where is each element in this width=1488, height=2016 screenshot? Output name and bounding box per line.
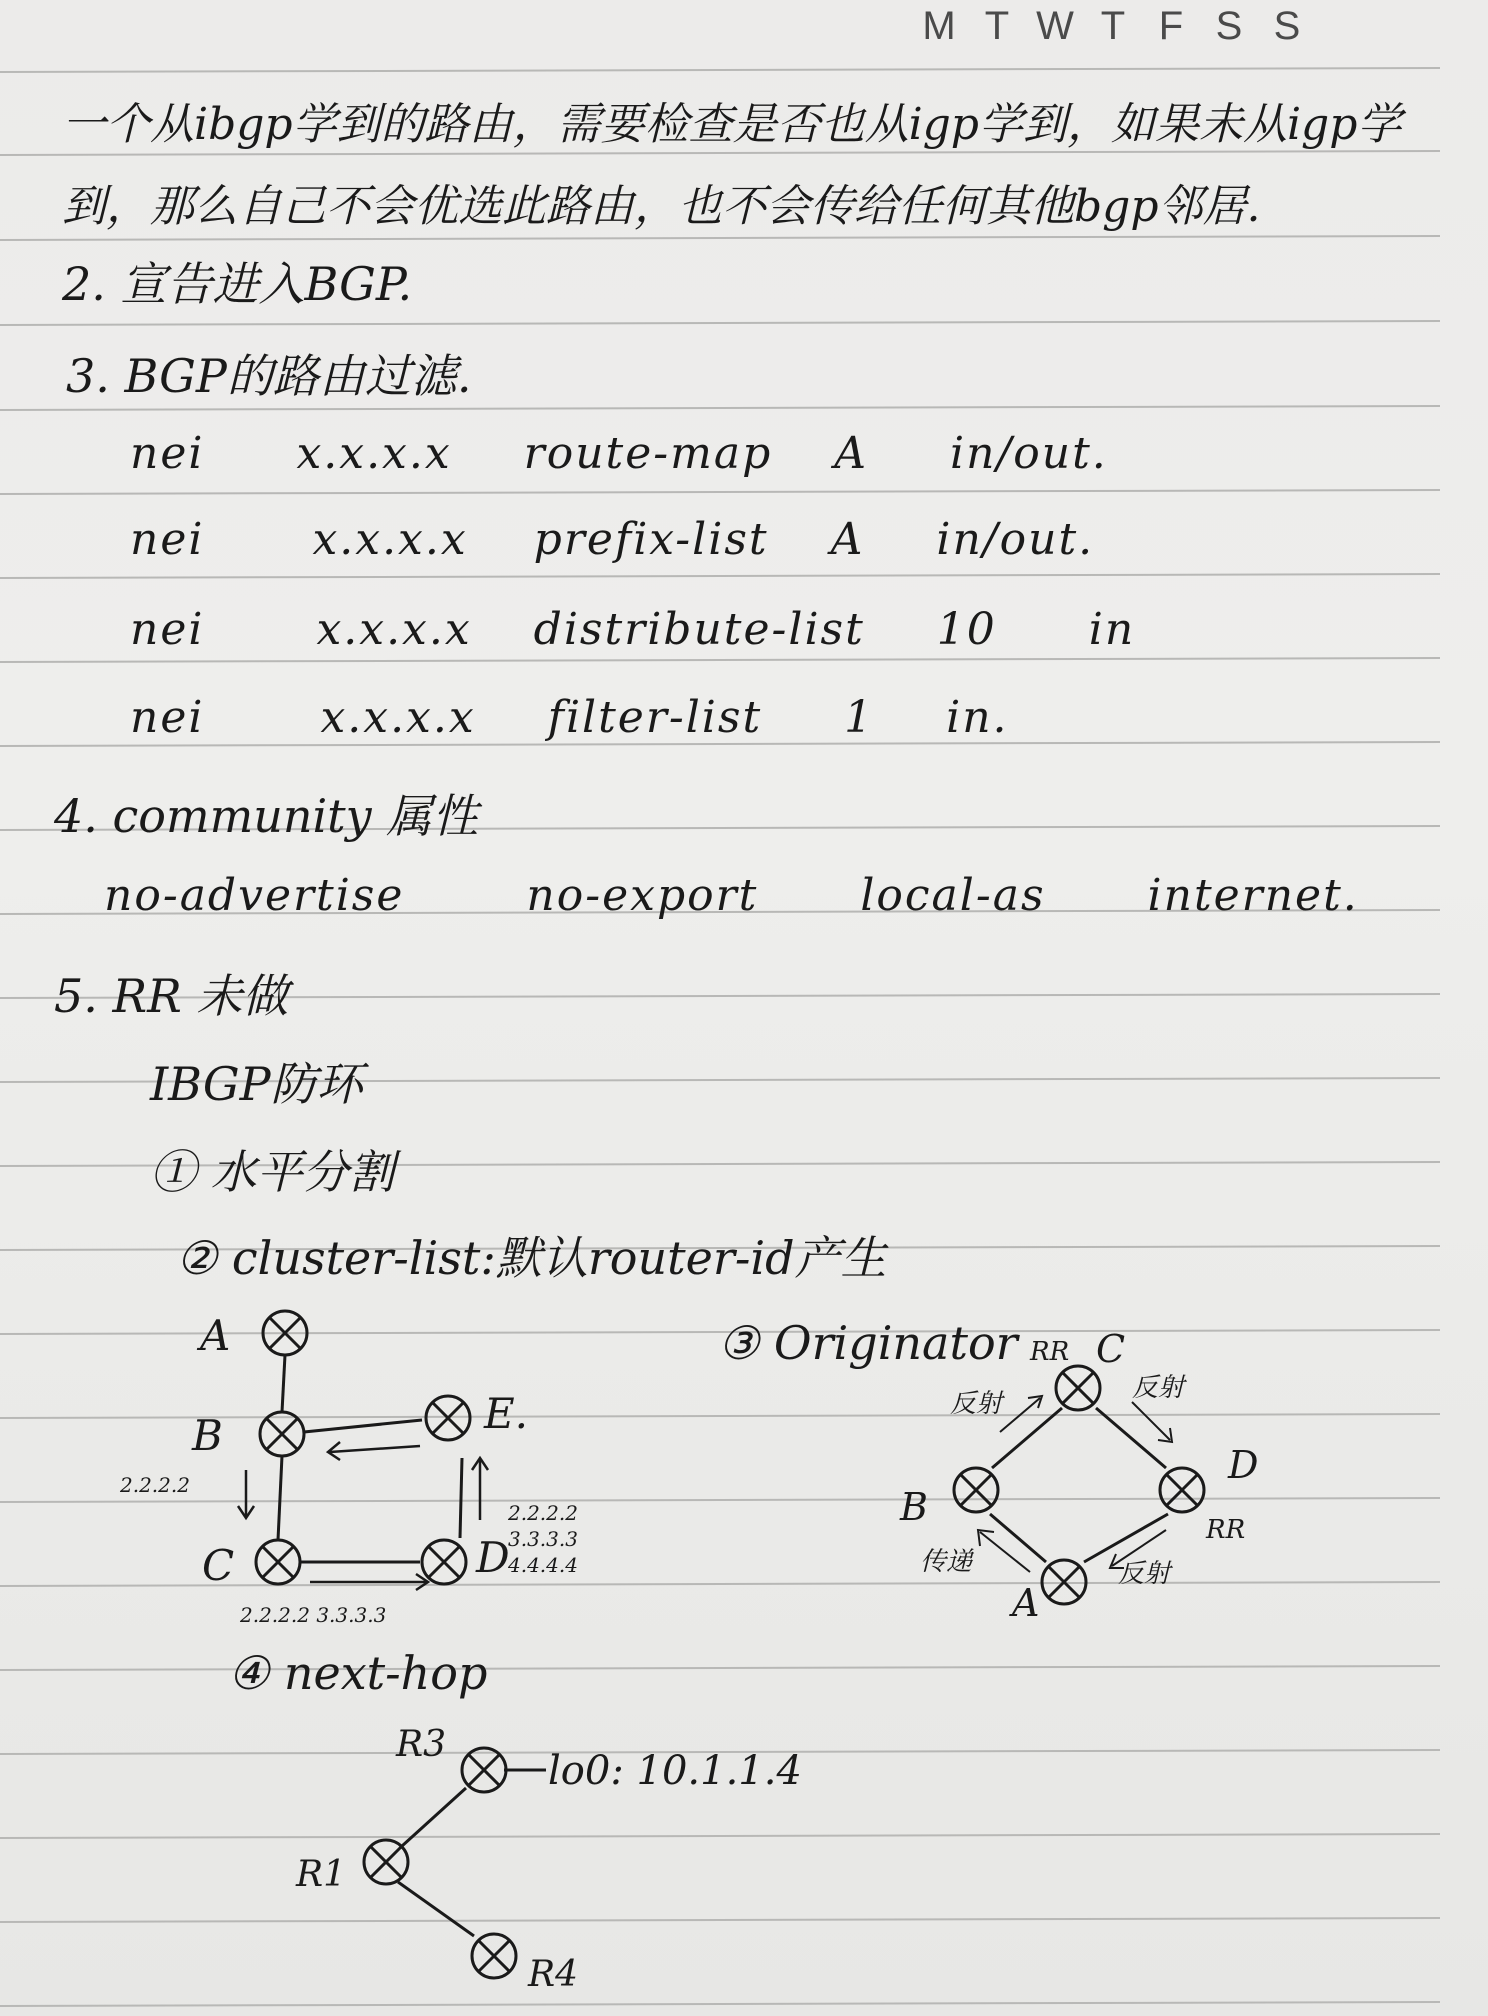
note-line-originator: ③ Originator — [718, 1316, 1018, 1370]
label-b2: B — [900, 1485, 928, 1529]
label-c: C — [202, 1541, 235, 1590]
note-line-rr: 5. RR 未做 — [54, 969, 289, 1023]
community-internet: internet. — [1147, 870, 1359, 921]
weekday-sun: S — [1273, 4, 1301, 48]
note-line-next-hop: ④ next-hop — [228, 1646, 488, 1700]
originator-diagram — [899, 1327, 1258, 1625]
router-b2 — [954, 1468, 998, 1512]
label-a2: A — [1012, 1581, 1040, 1625]
label-d: D — [476, 1533, 510, 1582]
note-line-community: 4. community 属性 — [54, 789, 479, 843]
label-e: E. — [484, 1389, 529, 1438]
router-e — [426, 1396, 470, 1440]
router-rr-c — [1056, 1366, 1100, 1410]
community-no-advertise: no-advertise — [104, 870, 405, 921]
weekday-sat: S — [1215, 4, 1243, 48]
label-reflect-right: 反射 — [1132, 1373, 1185, 1403]
label-reflect-left: 反射 — [950, 1389, 1003, 1419]
community-no-export: no-export — [526, 870, 759, 921]
label-d-rr: RR — [1206, 1515, 1246, 1545]
router-r1 — [364, 1840, 408, 1884]
note-line-1: 一个从ibgp学到的路由，需要检查是否也从igp学到，如果未从igp学 — [62, 99, 1402, 150]
weekday-wed: W — [1036, 4, 1074, 48]
cluster-list-diagram — [119, 1311, 578, 1627]
code-line-4: nei x.x.x.x filter-list 1 in. — [130, 692, 1009, 743]
label-c2: C — [1096, 1327, 1126, 1371]
weekday-fri: F — [1158, 4, 1184, 48]
label-lo0: lo0: 10.1.1.4 — [548, 1748, 802, 1794]
note-line-ibgp-loop: IBGP防环 — [150, 1057, 363, 1111]
note-line-4: 3. BGP的路由过滤. — [66, 349, 472, 403]
router-a2 — [1042, 1560, 1086, 1604]
router-a — [263, 1311, 307, 1355]
code-line-1: nei x.x.x.x route-map A in/out. — [130, 428, 1108, 479]
router-d — [422, 1540, 466, 1584]
next-hop-diagram — [295, 1724, 802, 1995]
note-line-cluster-list: ② cluster-list:默认router-id产生 — [176, 1231, 887, 1285]
label-d-list-2: 3.3.3.3 — [508, 1527, 578, 1551]
router-d2 — [1160, 1468, 1204, 1512]
note-line-2: 到，那么自己不会优选此路由，也不会传给任何其他bgp邻居. — [62, 181, 1261, 232]
router-c — [256, 1540, 300, 1584]
label-a: A — [200, 1311, 231, 1360]
label-r1: R1 — [296, 1854, 347, 1895]
label-b: B — [192, 1411, 223, 1460]
label-b-id: 2.2.2.2 — [120, 1473, 190, 1497]
label-d-list-3: 4.4.4.4 — [508, 1553, 578, 1577]
label-c-list: 2.2.2.2 3.3.3.3 — [240, 1603, 387, 1627]
router-r4 — [472, 1934, 516, 1978]
code-line-3: nei x.x.x.x distribute-list 10 in — [130, 604, 1136, 655]
label-rr-c: RR — [1030, 1337, 1070, 1367]
community-local-as: local-as — [860, 870, 1046, 921]
label-d-list-1: 2.2.2.2 — [508, 1501, 578, 1525]
weekday-tue: T — [984, 4, 1010, 48]
label-reflect-bottom: 反射 — [1118, 1559, 1171, 1589]
label-r3: R3 — [396, 1724, 447, 1765]
weekday-mon: M — [922, 4, 956, 48]
router-b — [260, 1412, 304, 1456]
label-pass: 传递 — [920, 1547, 973, 1577]
note-line-split-horizon: ① 水平分割 — [150, 1145, 395, 1199]
note-line-3: 2. 宣告进入BGP. — [62, 257, 413, 311]
code-line-2: nei x.x.x.x prefix-list A in/out. — [130, 514, 1095, 565]
router-r3 — [462, 1748, 506, 1792]
weekday-thu: T — [1100, 4, 1126, 48]
label-r4: R4 — [528, 1954, 579, 1995]
label-d2: D — [1228, 1443, 1259, 1487]
